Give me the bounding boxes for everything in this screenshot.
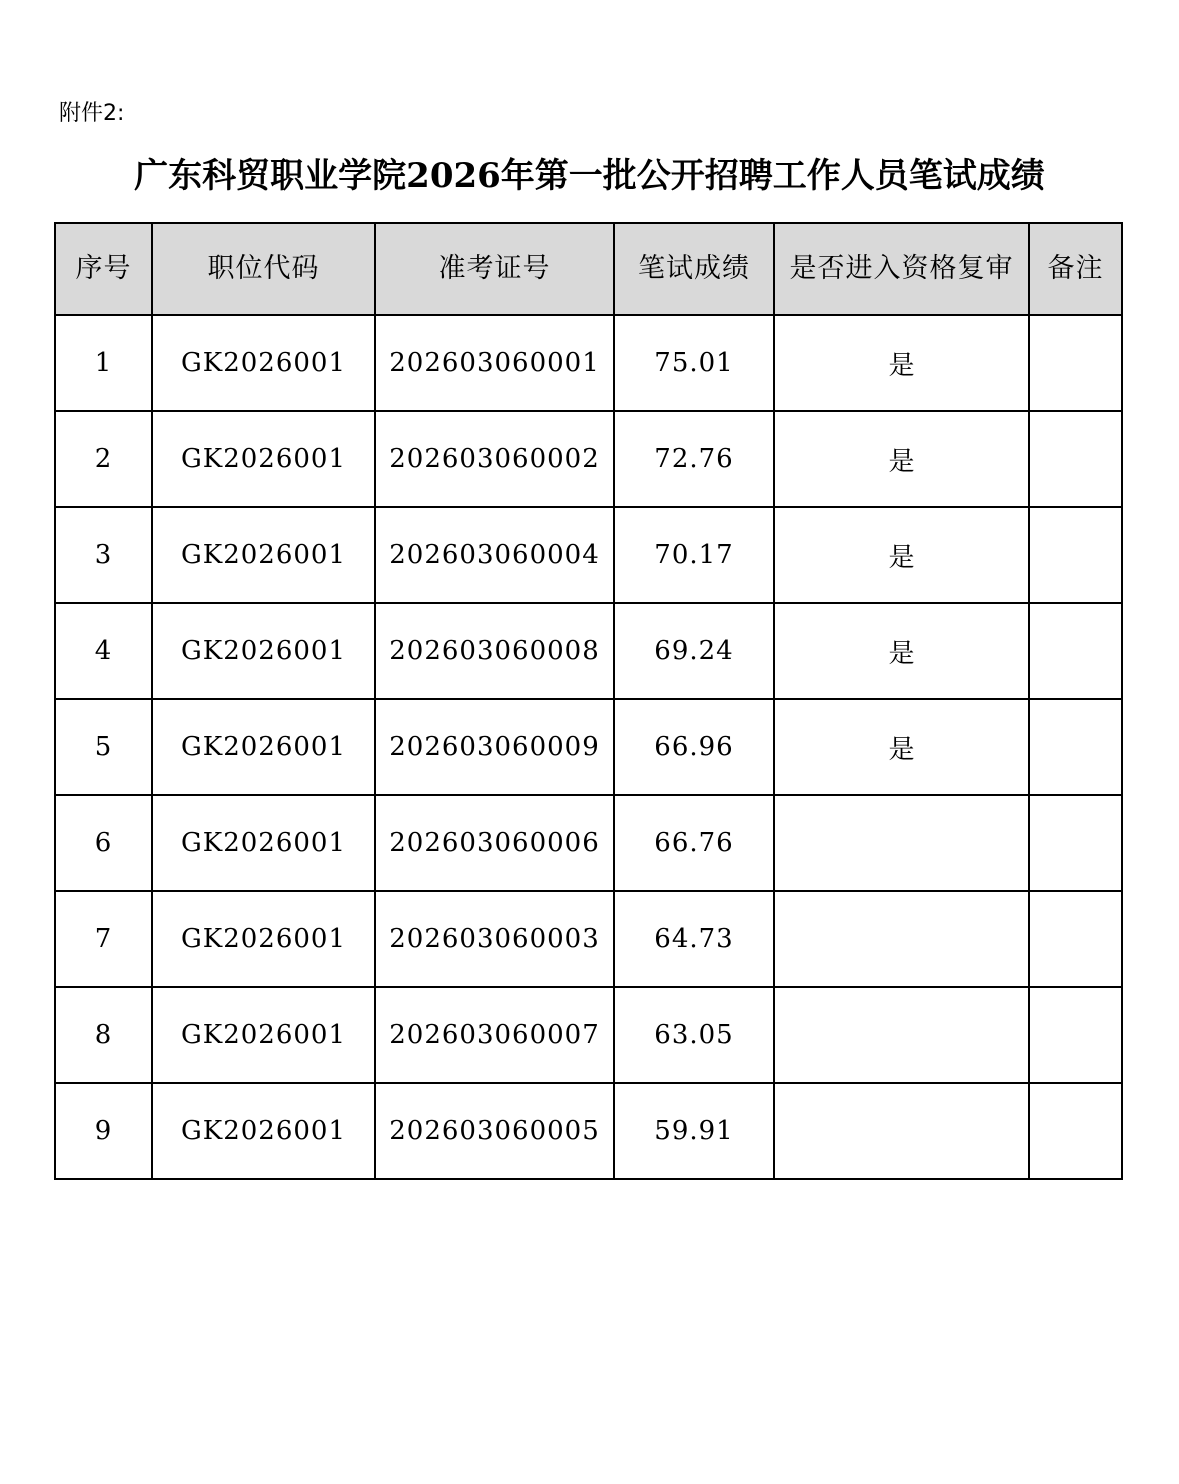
header-admission-ticket: 准考证号 <box>375 223 614 315</box>
cell-written-score: 64.73 <box>614 891 774 987</box>
table-row <box>55 315 1122 411</box>
cell-written-score: 66.76 <box>614 795 774 891</box>
cell-position-code: GK2026001 <box>152 507 375 603</box>
cell-position-code: GK2026001 <box>152 411 375 507</box>
scores-table <box>54 222 1123 1180</box>
header-position-code: 职位代码 <box>152 223 375 315</box>
cell-admission-ticket: 202603060009 <box>375 699 614 795</box>
cell-remark <box>1029 891 1122 987</box>
header-qualification-review: 是否进入资格复审 <box>774 223 1029 315</box>
cell-written-score: 69.24 <box>614 603 774 699</box>
cell-qualification-review <box>774 891 1029 987</box>
cell-serial-number: 8 <box>55 987 152 1083</box>
cell-serial-number: 3 <box>55 507 152 603</box>
cell-remark <box>1029 507 1122 603</box>
cell-position-code: GK2026001 <box>152 987 375 1083</box>
cell-admission-ticket: 202603060007 <box>375 987 614 1083</box>
cell-qualification-review <box>774 795 1029 891</box>
cell-admission-ticket: 202603060004 <box>375 507 614 603</box>
cell-written-score: 70.17 <box>614 507 774 603</box>
cell-written-score: 66.96 <box>614 699 774 795</box>
cell-position-code: GK2026001 <box>152 603 375 699</box>
cell-qualification-review: 是 <box>774 603 1029 699</box>
document-title: 广东科贸职业学院2026年第一批公开招聘工作人员笔试成绩 <box>134 156 1045 196</box>
cell-remark <box>1029 315 1122 411</box>
cell-remark <box>1029 411 1122 507</box>
header-written-score: 笔试成绩 <box>614 223 774 315</box>
table-row <box>55 411 1122 507</box>
table-row <box>55 699 1122 795</box>
cell-serial-number: 5 <box>55 699 152 795</box>
cell-serial-number: 4 <box>55 603 152 699</box>
cell-remark <box>1029 699 1122 795</box>
header-remark: 备注 <box>1029 223 1122 315</box>
header-serial-number: 序号 <box>55 223 152 315</box>
cell-admission-ticket: 202603060006 <box>375 795 614 891</box>
cell-qualification-review: 是 <box>774 315 1029 411</box>
cell-position-code: GK2026001 <box>152 1083 375 1179</box>
cell-qualification-review: 是 <box>774 507 1029 603</box>
cell-admission-ticket: 202603060005 <box>375 1083 614 1179</box>
cell-admission-ticket: 202603060003 <box>375 891 614 987</box>
cell-serial-number: 1 <box>55 315 152 411</box>
table-row <box>55 1083 1122 1179</box>
cell-serial-number: 7 <box>55 891 152 987</box>
cell-position-code: GK2026001 <box>152 795 375 891</box>
cell-remark <box>1029 603 1122 699</box>
cell-qualification-review <box>774 1083 1029 1179</box>
cell-serial-number: 6 <box>55 795 152 891</box>
table-row <box>55 603 1122 699</box>
table-row <box>55 891 1122 987</box>
cell-qualification-review: 是 <box>774 411 1029 507</box>
cell-position-code: GK2026001 <box>152 315 375 411</box>
cell-remark <box>1029 795 1122 891</box>
table-row <box>55 795 1122 891</box>
cell-written-score: 63.05 <box>614 987 774 1083</box>
table-header-row <box>55 223 1122 315</box>
cell-serial-number: 2 <box>55 411 152 507</box>
table-row <box>55 987 1122 1083</box>
cell-remark <box>1029 987 1122 1083</box>
cell-remark <box>1029 1083 1122 1179</box>
cell-written-score: 72.76 <box>614 411 774 507</box>
cell-qualification-review <box>774 987 1029 1083</box>
cell-position-code: GK2026001 <box>152 699 375 795</box>
table-row <box>55 507 1122 603</box>
cell-written-score: 75.01 <box>614 315 774 411</box>
cell-admission-ticket: 202603060002 <box>375 411 614 507</box>
cell-qualification-review: 是 <box>774 699 1029 795</box>
cell-position-code: GK2026001 <box>152 891 375 987</box>
attachment-label: 附件2: <box>59 101 125 126</box>
cell-admission-ticket: 202603060001 <box>375 315 614 411</box>
cell-admission-ticket: 202603060008 <box>375 603 614 699</box>
cell-written-score: 59.91 <box>614 1083 774 1179</box>
cell-serial-number: 9 <box>55 1083 152 1179</box>
